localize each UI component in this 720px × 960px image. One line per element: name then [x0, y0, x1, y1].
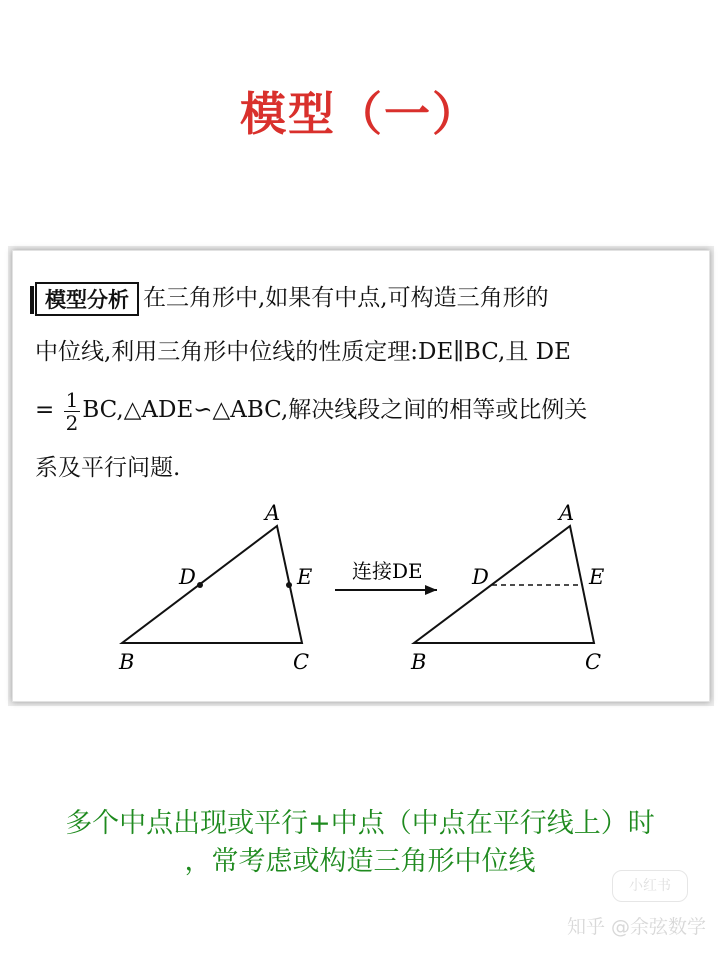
- arrow-head-icon: [425, 585, 437, 595]
- right-label-c: C: [585, 650, 602, 674]
- connect-arrow: [335, 559, 437, 595]
- left-label-e: E: [297, 565, 313, 589]
- left-point-e: [286, 582, 292, 588]
- text-line-1: [35, 273, 695, 323]
- left-triangle: [118, 501, 312, 674]
- caption-line-2: ，常考虑或构造三角形中位线: [184, 846, 536, 877]
- model-analysis-card: [12, 250, 710, 702]
- analysis-text: [35, 273, 695, 497]
- left-label-c: C: [293, 650, 310, 674]
- page-title: 模型（一）: [240, 87, 480, 141]
- left-triangle-outline: [122, 526, 302, 643]
- left-label-b: B: [119, 650, 135, 674]
- watermark-badge: 小红书: [612, 870, 688, 902]
- caption: [0, 805, 720, 881]
- equals-sign: =: [35, 397, 55, 423]
- caption-line-1: 多个中点出现或平行+中点（中点在平行线上）时: [65, 808, 655, 839]
- text-line-2: 中位线,利用三角形中位线的性质定理:DE∥BC,且 DE: [35, 339, 571, 365]
- model-analysis-badge: 模型分析: [35, 282, 139, 316]
- right-triangle: [410, 501, 604, 674]
- text-line-1-content: 在三角形中,如果有中点,可构造三角形的: [143, 285, 549, 311]
- right-label-b: B: [411, 650, 427, 674]
- left-label-a: A: [265, 501, 281, 525]
- left-point-d: [197, 582, 203, 588]
- fraction-denominator: 2: [65, 410, 79, 435]
- arrow-label: 连接DE: [352, 559, 423, 583]
- fraction-numerator: 1: [65, 387, 79, 412]
- fraction-one-half: [64, 389, 81, 434]
- text-line-3: [35, 381, 695, 439]
- text-line-3-content: BC,△ADE∽△ABC,解决线段之间的相等或比例关: [82, 397, 588, 423]
- right-label-e: E: [589, 565, 605, 589]
- watermark: 知乎 @余弦数学: [566, 916, 706, 938]
- triangle-figure: [13, 496, 709, 696]
- right-label-d: D: [472, 565, 489, 589]
- right-label-a: A: [559, 501, 575, 525]
- left-label-d: D: [179, 565, 196, 589]
- text-line-4: 系及平行问题.: [35, 455, 181, 481]
